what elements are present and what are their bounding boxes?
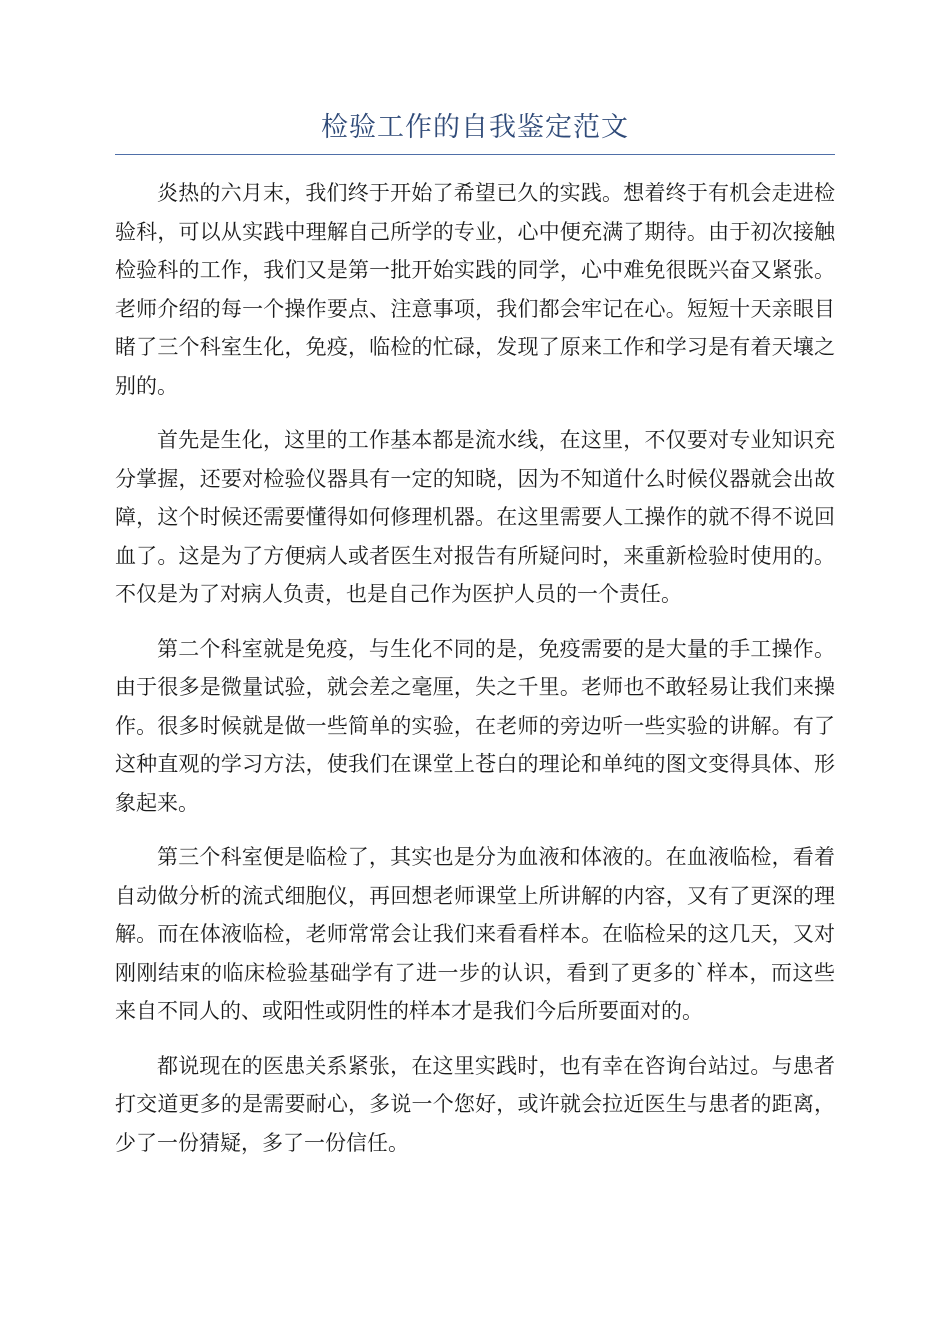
document-body bbox=[115, 174, 835, 1178]
paragraph-5: 都说现在的医患关系紧张，在这里实践时，也有幸在咨询台站过。与患者打交道更多的是需要耐心，多说一个您好，或许就会拉近医生与患者的距离，少了一份猜疑，多了一份信任。 bbox=[115, 1053, 835, 1155]
paragraph-3: 第二个科室就是免疫，与生化不同的是，免疫需要的是大量的手工操作。由于很多是微量试验，就会差之毫厘，失之千里。老师也不敢轻易让我们来操作。很多时候就是做一些简单的实验，在老师的旁边听一些实验的讲解。有了这种直观的学习方法，使我们在课堂上苍白的理论和单纯的图文变得具体、形象起来。 bbox=[115, 636, 835, 815]
document-title: 检验工作的自我鉴定范文 bbox=[321, 112, 629, 143]
paragraph-2: 首先是生化，这里的工作基本都是流水线，在这里，不仅要对专业知识充分掌握，还要对检验仪器具有一定的知晓，因为不知道什么时候仪器就会出故障，这个时候还需要懂得如何修理机器。在这里需要人工操作的就不得不说回血了。这是为了方便病人或者医生对报告有所疑问时，来重新检验时使用的。不仅是为了对病人负责，也是自己作为医护人员的一个责任。 bbox=[115, 428, 835, 606]
paragraph-1: 炎热的六月末，我们终于开始了希望已久的实践。想着终于有机会走进检验科，可以从实践中理解自己所学的专业，心中便充满了期待。由于初次接触检验科的工作，我们又是第一批开始实践的同学，心中难免很既兴奋又紧张。老师介绍的每一个操作要点、注意事项，我们都会牢记在心。短短十天亲眼目睹了三个科室生化，免疫，临检的忙碌，发现了原来工作和学习是有着天壤之别的。 bbox=[115, 181, 835, 398]
title-underline bbox=[115, 154, 835, 155]
paragraph-4: 第三个科室便是临检了，其实也是分为血液和体液的。在血液临检，看着自动做分析的流式细胞仪，再回想老师课堂上所讲解的内容，又有了更深的理解。而在体液临检，老师常常会让我们来看看样本。在临检呆的这几天，又对刚刚结束的临床检验基础学有了进一步的认识，看到了更多的`样本，而这些来自不同人的、或阳性或阴性的样本才是我们今后所要面对的。 bbox=[115, 845, 835, 1023]
